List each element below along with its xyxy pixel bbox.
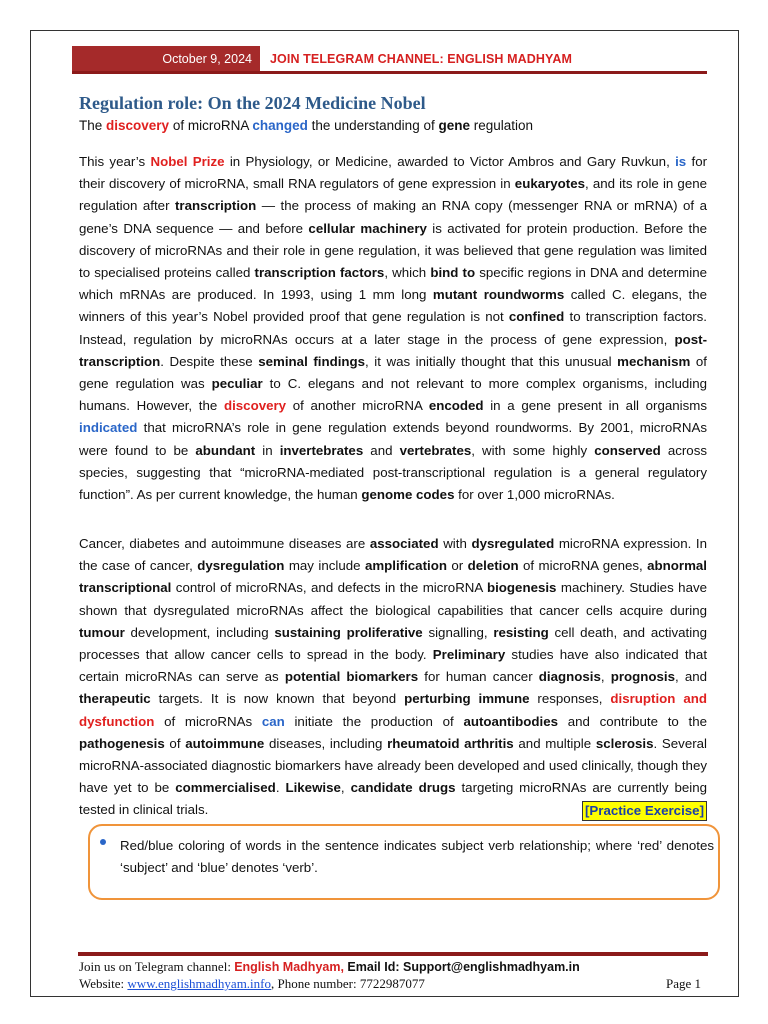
header-bar [72, 46, 707, 74]
practice-exercise-link[interactable]: [Practice Exercise] [582, 801, 707, 821]
subject-word: Nobel Prize [150, 154, 225, 169]
bullet-icon [100, 839, 106, 845]
verb-word: is [675, 154, 687, 169]
note-box [88, 824, 720, 900]
subject-word: disruption and dysfunction [79, 691, 707, 729]
footer-channel-link[interactable]: English Madhyam, [234, 960, 344, 974]
subject-word: discovery [106, 118, 170, 133]
verb-word: indicated [79, 420, 138, 436]
verb-word: changed [252, 118, 308, 133]
note-text: Red/blue coloring of words in the sentence indicates subject verb relationship; where ‘red’ denotes ‘subject’ and ‘blue’ denotes ‘verb’. [120, 838, 714, 875]
footer-email: Email Id: Support@englishmadhyam.in [343, 960, 580, 974]
subject-word: discovery [223, 398, 287, 414]
paragraph-1: This year’s Nobel Prize in Physiology, or Medicine, awarded to Victor Ambros and Gary Ruvkun, is for their discovery of microRNA, small RNA regulators of gene expression in eukaryotes, and its role in gene regulation after transcription — the process of making an RNA copy (messenger RNA or mRNA) of a gene’s DNA sequence — and before cellular machinery is activated for protein production. Before the discovery of microRNAs and their role in gene regulation, it was believed that gene regulation was limited to specialised proteins called transcription factors, which bind to specific regions in DNA and determine which mRNAs are produced. In 1993, using 1 mm long mutant roundworms called C. elegans, the winners of this year’s Nobel provided proof that gene regulation is not confined to transcription factors. Instead, regulation by microRNAs occurs at a later stage in the process of gene expression, post-transcription. Despite these seminal findings, it was initially thought that this unusual mechanism of gene regulation was peculiar to C. elegans and not relevant to more complex organisms, including humans. However, the discovery of another microRNA encoded in a gene present in all organisms indicated that microRNA’s role in gene regulation extends beyond roundworms. By 2001, microRNAs were found to be abundant in invertebrates and vertebrates, with some highly conserved across species, suggesting that “microRNA-mediated post-transcriptional regulation is a general regulatory function”. As per current knowledge, the human genome codes for over 1,000 microRNAs. [79, 154, 708, 503]
paragraph-2: Cancer, diabetes and autoimmune diseases are associated with dysregulated microRNA expression. In the case of cancer, dysregulation may include amplification or deletion of microRNA genes, abnormal transcriptional control of microRNAs, and defects in the microRNA biogenesis machinery. Studies have shown that dysregulated microRNAs affect the biological capabilities that cancer cells acquire during tumour development, including sustaining proliferative signalling, resisting cell death, and activating processes that allow cancer cells to spread in the body. Preliminary studies have also indicated that certain microRNAs can serve as potential biomarkers for human cancer diagnosis, prognosis, and therapeutic targets. It is now known that beyond perturbing immune responses, disruption and dysfunction of microRNAs can initiate the production of autoantibodies and contribute to the pathogenesis of autoimmune diseases, including rheumatoid arthritis and multiple sclerosis. Several microRNA-associated diagnostic biomarkers have already been developed and used clinically, though they have yet to be commercialised. Likewise, candidate drugs targeting microRNAs are currently being tested in clinical trials. [Practice Exercise] [79, 533, 707, 822]
verb-word: can [261, 713, 285, 729]
page-number: Page 1 [666, 976, 702, 991]
footer-divider [78, 952, 708, 956]
footer-contact: Join us on Telegram channel: English Madhyam, Email Id: Support@englishmadhyam.in [79, 959, 580, 974]
footer-website-link[interactable]: www.englishmadhyam.info [127, 976, 271, 991]
article-subtitle: The discovery of microRNA changed the understanding of gene regulation [79, 118, 534, 133]
footer-website-line: Website: www.englishmadhyam.info, Phone number: 7722987077 [79, 976, 425, 991]
header-date: October 9, 2024 [72, 46, 260, 71]
header-telegram-link[interactable]: JOIN TELEGRAM CHANNEL: ENGLISH MADHYAM [270, 52, 572, 66]
article-title: Regulation role: On the 2024 Medicine Nobel [79, 93, 426, 113]
